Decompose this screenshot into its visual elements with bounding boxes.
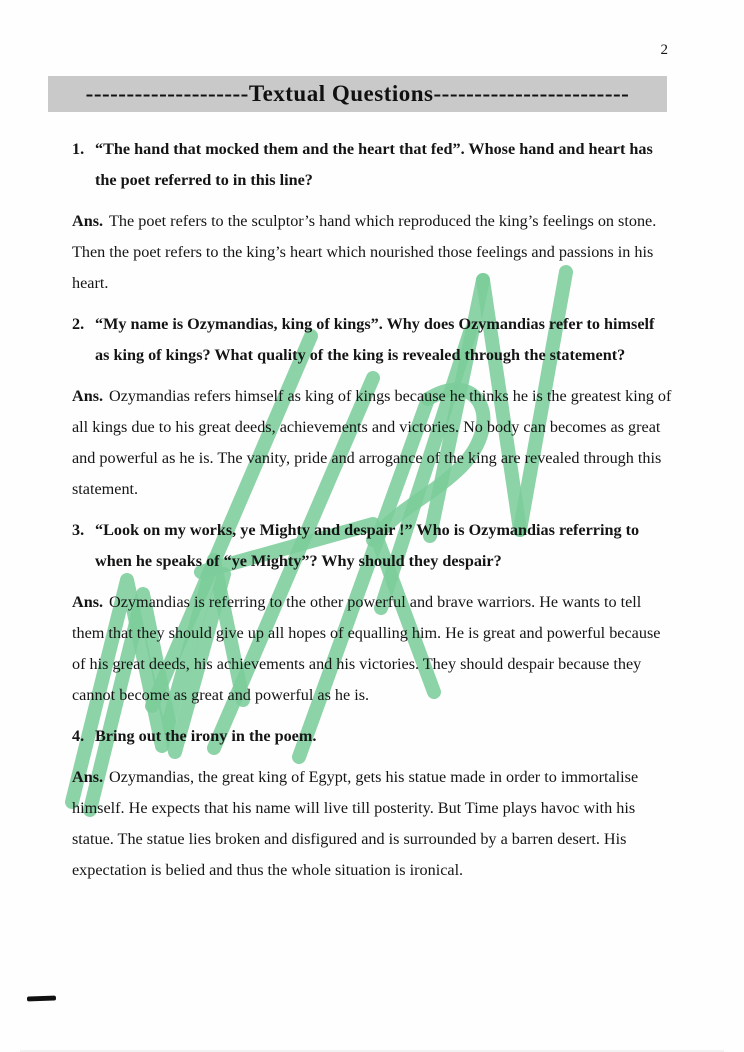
answer-1 [72,206,672,299]
answer-2 [72,381,672,505]
section-title: --------------------Textual Questions------------------------ [85,81,630,106]
question-4 [72,721,672,752]
answer-3-label: Ans. [72,593,104,611]
section-header-bar [48,76,667,112]
question-3 [72,515,672,577]
page-number: 2 [660,42,668,58]
answer-3-text: Ozymandias is referring to the other powerful and brave warriors. He wants to tell them that they should give up all hopes of equalling him. He is great and powerful because of his great deeds, his achievements and his victories. They should despair because they cannot become as great and powerful as he is. [72,593,661,704]
question-1-number: 1. [72,140,85,158]
question-1-text: “The hand that mocked them and the heart that fed”. Whose hand and heart has the poet referred to in this line? [95,140,653,189]
answer-2-label: Ans. [72,387,104,405]
question-2-text: “My name is Ozymandias, king of kings”. Why does Ozymandias refer to himself as king of kings? What quality of the king is revealed through the statement? [95,315,655,364]
answer-3 [72,587,672,711]
questions-and-answers [72,112,672,886]
answer-4-label: Ans. [72,768,104,786]
question-3-number: 3. [72,521,85,539]
question-3-text: “Look on my works, ye Mighty and despair !” Who is Ozymandias referring to when he speaks of “ye Mighty”? Why should they despair? [95,521,640,570]
question-4-number: 4. [72,727,85,745]
answer-1-text: The poet refers to the sculptor’s hand which reproduced the king’s feelings on stone. Then the poet refers to the king’s heart which nourished those feelings and passions in his heart. [72,212,657,292]
question-4-text: Bring out the irony in the poem. [95,727,317,745]
answer-1-label: Ans. [72,212,104,230]
question-1 [72,134,672,196]
answer-2-text: Ozymandias refers himself as king of kings because he thinks he is the greatest king of all kings due to his great deeds, achievements and victories. No body can becomes as great and powerful as he is. The vanity, pride and arrogance of the king are revealed through this statement. [72,387,672,498]
answer-4-text: Ozymandias, the great king of Egypt, gets his statue made in order to immortalise himself. He expects that his name will live till posterity. But Time plays havoc with his statue. The statue lies broken and disfigured and is surrounded by a barren desert. His expectation is belied and thus the whole situation is ironical. [72,768,639,879]
page-corner-mark [27,995,56,1001]
question-2-number: 2. [72,315,85,333]
answer-4 [72,762,672,886]
question-2 [72,309,672,371]
